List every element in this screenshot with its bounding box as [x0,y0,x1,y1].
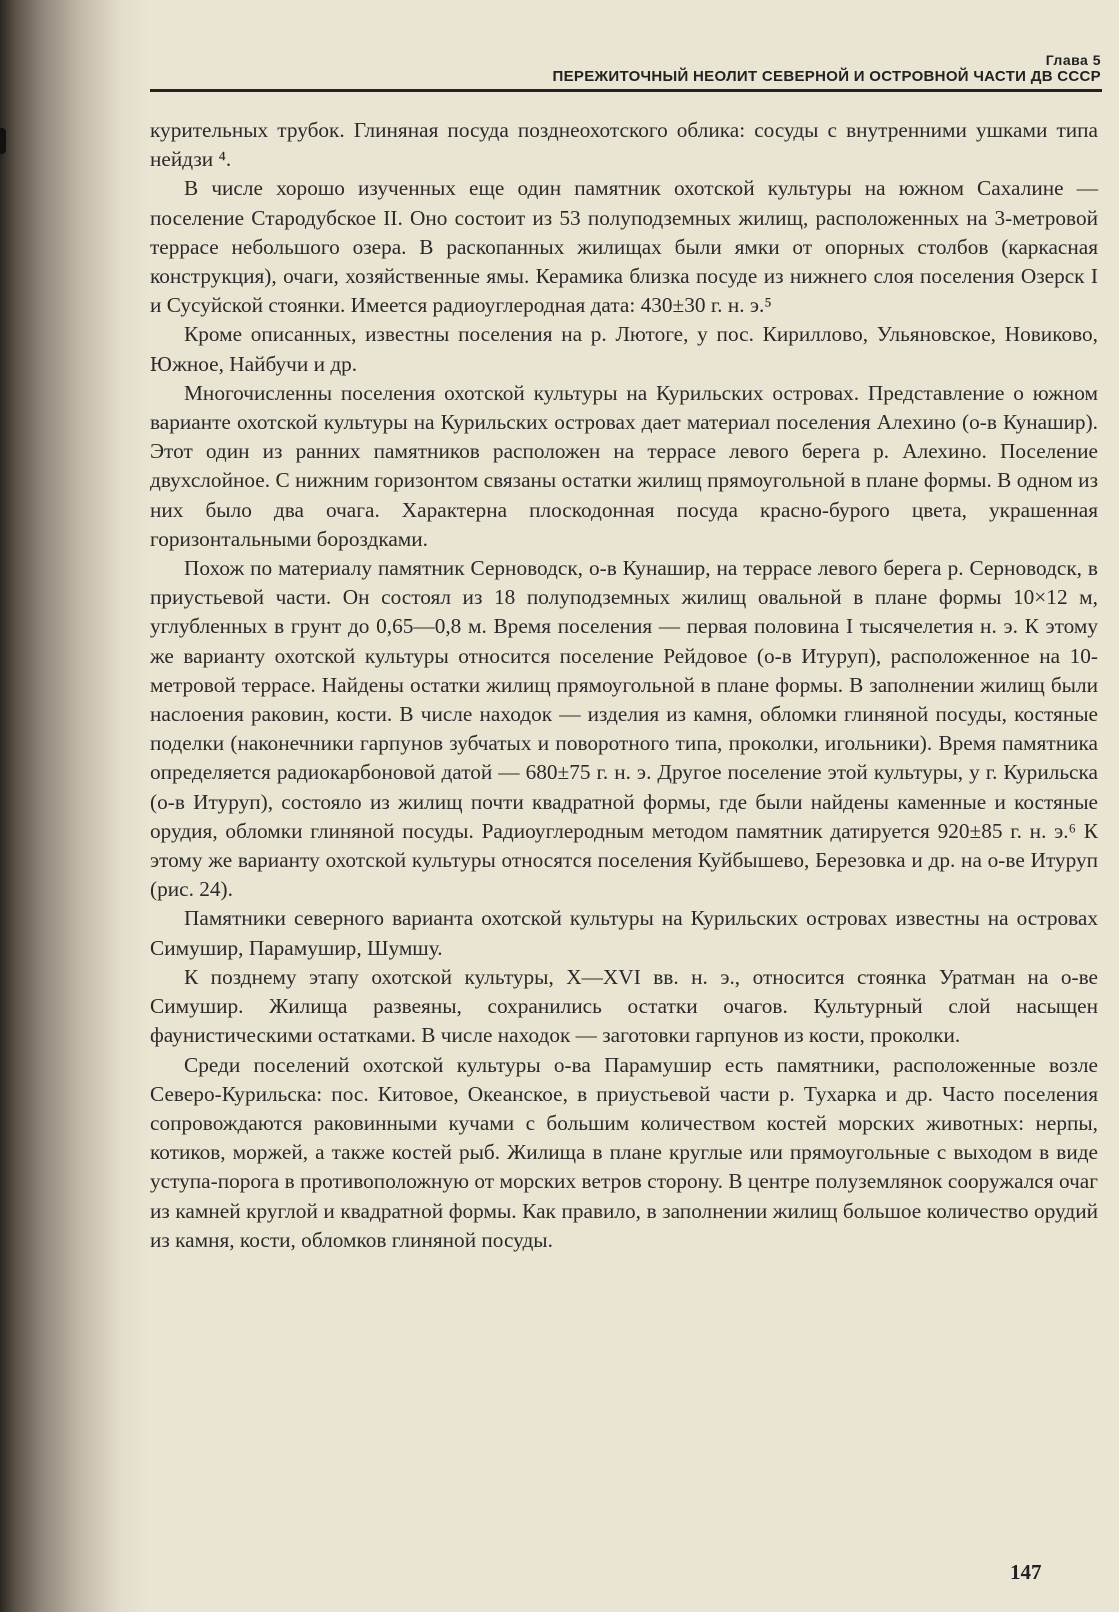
paragraph: Многочисленны поселения охотской культуры на Курильских островах. Представление о южном варианте охотской культуры на Курильских островах дает материал поселения Алехино (о-в Кунашир). Этот один из ранних памятников расположен на террасе левого берега р. Алехино. Поселение двухслойное. С нижним горизонтом связаны остатки жилищ прямоугольной в плане формы. В одном из них было два очага. Характерна плоскодонная посуда красно-бурого цвета, украшенная горизонтальными бороздками. [150,380,1098,551]
paragraph: К позднему этапу охотской культуры, X—XVI вв. н. э., относится стоянка Уратман на о-ве Симушир. Жилища развеяны, сохранились остатки очагов. Культурный слой насыщен фаунистическими остатками. В числе находок — заготовки гарпунов из кости, проколки. [150,964,1098,1048]
running-header [355,52,1101,85]
header-rule [150,89,1102,92]
body-text [150,116,1098,1255]
paragraph: Похож по материалу памятник Серноводск, о-в Кунашир, на террасе левого берега р. Серноводск, в приустьевой части. Он состоял из 18 полуподземных жилищ овальной в плане формы 10×12 м, углубленных в грунт до 0,65—0,8 м. Время поселения — первая половина I тысячелетия н. э. К этому же варианту охотской культуры относится поселение Рейдовое (о-в Итуруп), расположенное на 10-метровой террасе. Найдены остатки жилищ прямоугольной в плане формы. В заполнении жилищ были наслоения раковин, кости. В числе находок — изделия из камня, обломки глиняной посуды, костяные поделки (наконечники гарпунов зубчатых и поворотного типа, проколки, игольники). Время памятника определяется радиокарбоновой датой — 680±75 г. н. э. Другое поселение этой культуры, у г. Курильска (о-в Итуруп), состояло из жилищ почти квадратной формы, где были найдены каменные и костяные орудия, обломки глиняной посуды. Радиоуглеродным методом памятник датируется 920±85 г. н. э.⁶ К этому же варианту охотской культуры относятся поселения Куйбышево, Березовка и др. на о-ве Итуруп (рис. 24). [150,556,1098,902]
paragraph: Памятники северного варианта охотской культуры на Курильских островах известны на островах Симушир, Парамушир, Шумшу. [150,906,1098,960]
page-number: 147 [1010,1560,1042,1584]
paragraph: В числе хорошо изученных еще один памятник охотской культуры на южном Сахалине — поселение Стародубское II. Оно состоит из 53 полуподземных жилищ, расположенных на 3-метровой террасе небольшого озера. В раскопанных жилищах были ямки от опорных столбов (каркасная конструкция), очаги, хозяйственные ямы. Керамика близка посуде из нижнего слоя поселения Озерск I и Сусуйской стоянки. Имеется радиоуглеродная дата: 430±30 г. н. э.⁵ [150,176,1098,318]
running-title: ПЕРЕЖИТОЧНЫЙ НЕОЛИТ СЕВЕРНОЙ И ОСТРОВНОЙ ЧАСТИ ДВ СССР [552,68,1101,85]
book-gutter-shadow [0,0,150,1612]
paragraph: Среди поселений охотской культуры о-ва Парамушир есть памятники, расположенные возле Северо-Курильска: пос. Китовое, Океанское, в приустьевой части р. Тухарка и др. Часто поселения сопровождаются раковинными кучами с большим количеством костей морских животных: нерпы, котиков, моржей, а также костей рыб. Жилища в плане круглые или прямоугольные с выходом в виде уступа-порога в противоположную от морских ветров сторону. В центре полуземлянок сооружался очаг из камней круглой и квадратной формы. Как правило, в заполнении жилищ большое количество орудий из камня, кости, обломков глиняной посуды. [150,1052,1098,1252]
chapter-label: Глава 5 [1045,52,1101,68]
binding-mark [0,128,6,154]
paragraph: Кроме описанных, известны поселения на р. Лютоге, у пос. Кириллово, Ульяновское, Новиково, Южное, Найбучи и др. [150,322,1098,376]
paragraph: курительных трубок. Глиняная посуда позднеохотского облика: сосуды с внутренними ушками типа нейдзи ⁴. [150,118,1098,172]
